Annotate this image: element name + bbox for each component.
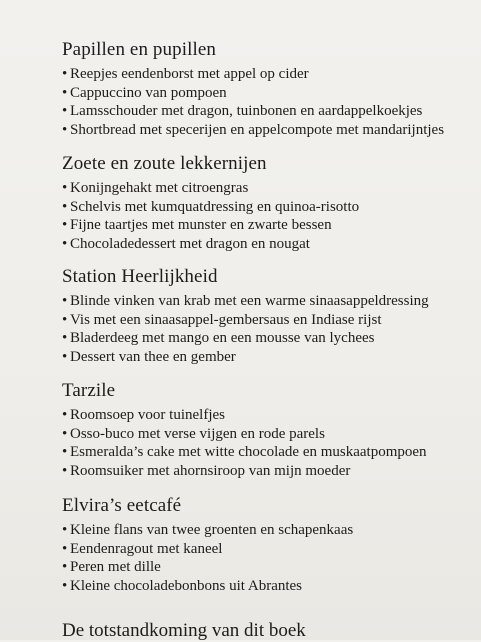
dish-list [62, 179, 472, 253]
dish-label: Eendenragout met kaneel [70, 540, 223, 557]
bullet-icon: • [62, 84, 68, 101]
section-title: Elvira’s eetcafé [62, 495, 182, 516]
section-title: Station Heerlijkheid [62, 266, 218, 287]
dish-item [62, 198, 472, 217]
dish-item [62, 292, 472, 311]
bullet-icon: • [62, 121, 68, 138]
dish-item [62, 540, 472, 559]
dish-item [62, 121, 472, 140]
dish-item [62, 65, 472, 84]
dish-item [62, 425, 472, 444]
dish-list [62, 65, 472, 139]
dish-item [62, 311, 472, 330]
dish-item [62, 235, 472, 254]
section-title: Tarzile [62, 380, 116, 401]
dish-label: Schelvis met kumquatdressing en quinoa-risotto [70, 198, 360, 215]
section-title: Zoete en zoute lekkernijen [62, 153, 267, 174]
dish-label: Bladerdeeg met mango en een mousse van lychees [70, 330, 375, 346]
dish-item [62, 102, 472, 121]
dish-item [62, 216, 472, 235]
section-title: Papillen en pupillen [62, 39, 216, 60]
dish-label: Osso-buco met verse vijgen en rode parels [70, 425, 325, 442]
menu-section-papillen [62, 39, 472, 139]
next-chapter-heading: De totstandkoming van dit boek [62, 620, 306, 641]
bullet-icon: • [62, 559, 68, 575]
bullet-icon: • [62, 425, 68, 442]
dish-item [62, 348, 472, 367]
bullet-icon: • [62, 311, 68, 328]
dish-label: Roomsuiker met ahornsiroop van mijn moeder [70, 462, 351, 479]
bullet-icon: • [62, 330, 68, 346]
bullet-icon: • [62, 444, 68, 460]
dish-label: Roomsoep voor tuinelfjes [70, 407, 225, 423]
dish-label: Blinde vinken van krab met een warme sinaasappeldressing [70, 293, 429, 309]
dish-label: Shortbread met specerijen en appelcompote met mandarijntjes [70, 121, 445, 138]
bullet-icon: • [62, 198, 68, 215]
bullet-icon: • [62, 180, 68, 196]
dish-label: Fijne taartjes met munster en zwarte bessen [70, 217, 332, 233]
menu-section-tarzile [62, 380, 472, 480]
bullet-icon: • [62, 540, 68, 557]
dish-item [62, 84, 472, 103]
bullet-icon: • [62, 217, 68, 233]
dish-label: Reepjes eendenborst met appel op cider [70, 66, 309, 82]
menu-section-elvira [62, 495, 472, 595]
dish-item [62, 558, 472, 577]
dish-label: Kleine chocoladebonbons uit Abrantes [70, 577, 303, 594]
dish-label: Chocoladedessert met dragon en nougat [70, 235, 310, 252]
dish-item [62, 406, 472, 425]
dish-item [62, 443, 472, 462]
bullet-icon: • [62, 66, 68, 82]
bullet-icon: • [62, 407, 68, 423]
dish-item [62, 179, 472, 198]
dish-item [62, 521, 472, 540]
dish-list [62, 292, 472, 366]
dish-label: Esmeralda’s cake met witte chocolade en muskaatpompoen [70, 444, 427, 460]
bullet-icon: • [62, 522, 68, 538]
menu-section-zoete [62, 153, 472, 253]
dish-label: Kleine flans van twee groenten en schapenkaas [70, 522, 354, 538]
dish-label: Konijngehakt met citroengras [70, 180, 249, 196]
dish-item [62, 577, 472, 596]
menu-section-station [62, 266, 472, 366]
bullet-icon: • [62, 235, 68, 252]
bullet-icon: • [62, 103, 68, 119]
bullet-icon: • [62, 348, 68, 365]
dish-label: Dessert van thee en gember [70, 348, 236, 365]
bullet-icon: • [62, 293, 68, 309]
dish-label: Cappuccino van pompoen [70, 84, 227, 101]
dish-item [62, 462, 472, 481]
dish-label: Vis met een sinaasappel-gembersaus en Indiase rijst [70, 311, 382, 328]
bullet-icon: • [62, 462, 68, 479]
dish-list [62, 406, 472, 480]
dish-list [62, 521, 472, 595]
dish-label: Peren met dille [70, 559, 161, 575]
bullet-icon: • [62, 577, 68, 594]
dish-item [62, 329, 472, 348]
dish-label: Lamsschouder met dragon, tuinbonen en aardappelkoekjes [70, 103, 423, 119]
